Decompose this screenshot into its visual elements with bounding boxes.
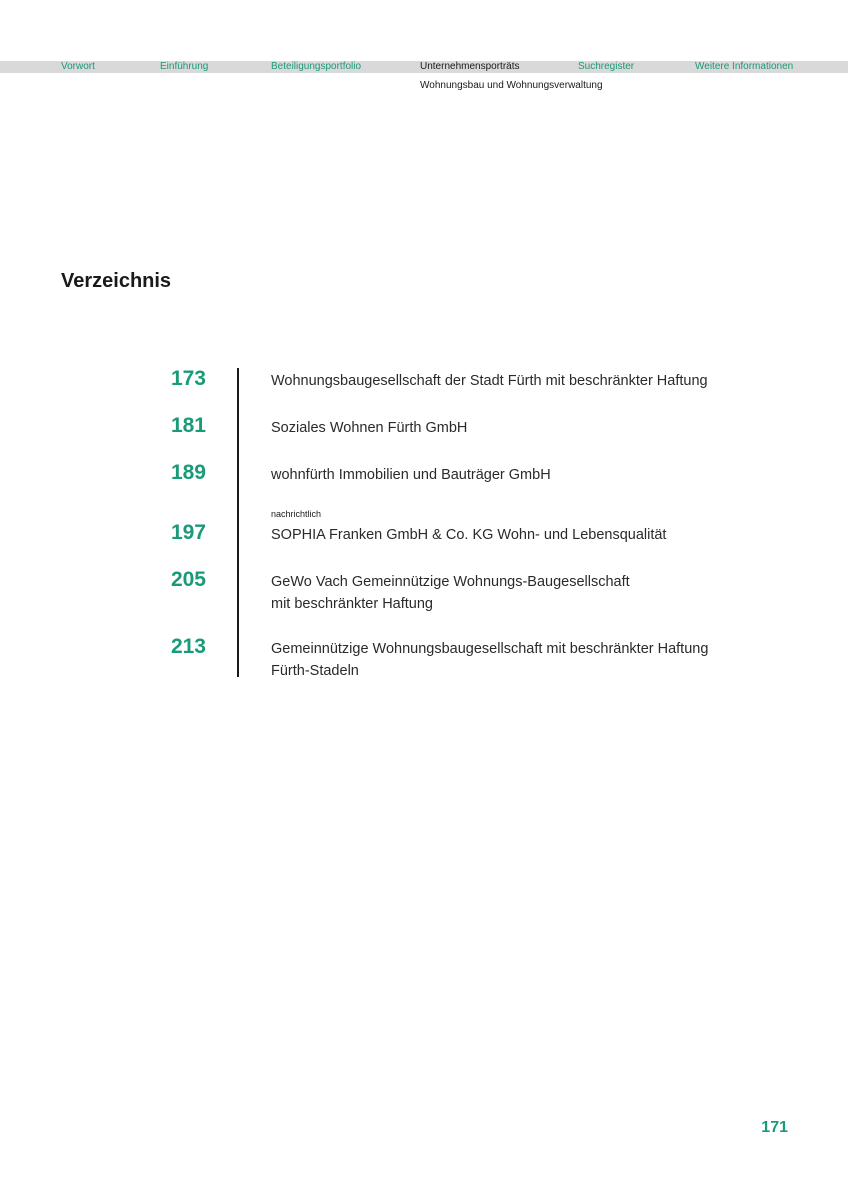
entry-title: wohnfürth Immobilien und Bauträger GmbH <box>271 467 551 483</box>
page-number: 171 <box>761 1119 788 1136</box>
entry-page-number: 205 <box>170 568 206 591</box>
entry-page-number: 197 <box>170 521 206 544</box>
entry-title: SOPHIA Franken GmbH & Co. KG Wohn- und Lebensqualität <box>271 527 667 543</box>
list-divider <box>237 368 239 677</box>
entry-page-number: 189 <box>170 461 206 484</box>
nav-suchregister[interactable]: Suchregister <box>578 61 635 72</box>
entry-title: Soziales Wohnen Fürth GmbH <box>271 420 468 436</box>
page-title: Verzeichnis <box>61 270 172 292</box>
entry-page-number: 213 <box>170 635 206 658</box>
entry-title: Gemeinnützige Wohnungsbaugesellschaft mit beschränkter Haftung Fürth-Stadeln <box>271 641 709 679</box>
entry-title: Wohnungsbaugesellschaft der Stadt Fürth mit beschränkter Haftung <box>271 373 708 389</box>
entry-title: GeWo Vach Gemeinnützige Wohnungs-Baugesellschaft mit beschränkter Haftung <box>271 574 630 612</box>
subnav-wohnungsbau[interactable]: Wohnungsbau und Wohnungsverwaltung <box>420 80 603 91</box>
nav-vorwort[interactable]: Vorwort <box>61 61 95 72</box>
nav-einfuehrung[interactable]: Einführung <box>160 61 209 72</box>
entry-page-number: 181 <box>170 414 206 437</box>
entry-page-number: 173 <box>170 367 206 390</box>
nav-weitere-informationen[interactable]: Weitere Informationen <box>695 61 794 72</box>
nav-beteiligungsportfolio[interactable]: Beteiligungsportfolio <box>271 61 362 72</box>
nav-unternehmensportraets[interactable]: Unternehmensporträts <box>420 61 520 72</box>
entry-note: nachrichtlich <box>271 509 322 519</box>
